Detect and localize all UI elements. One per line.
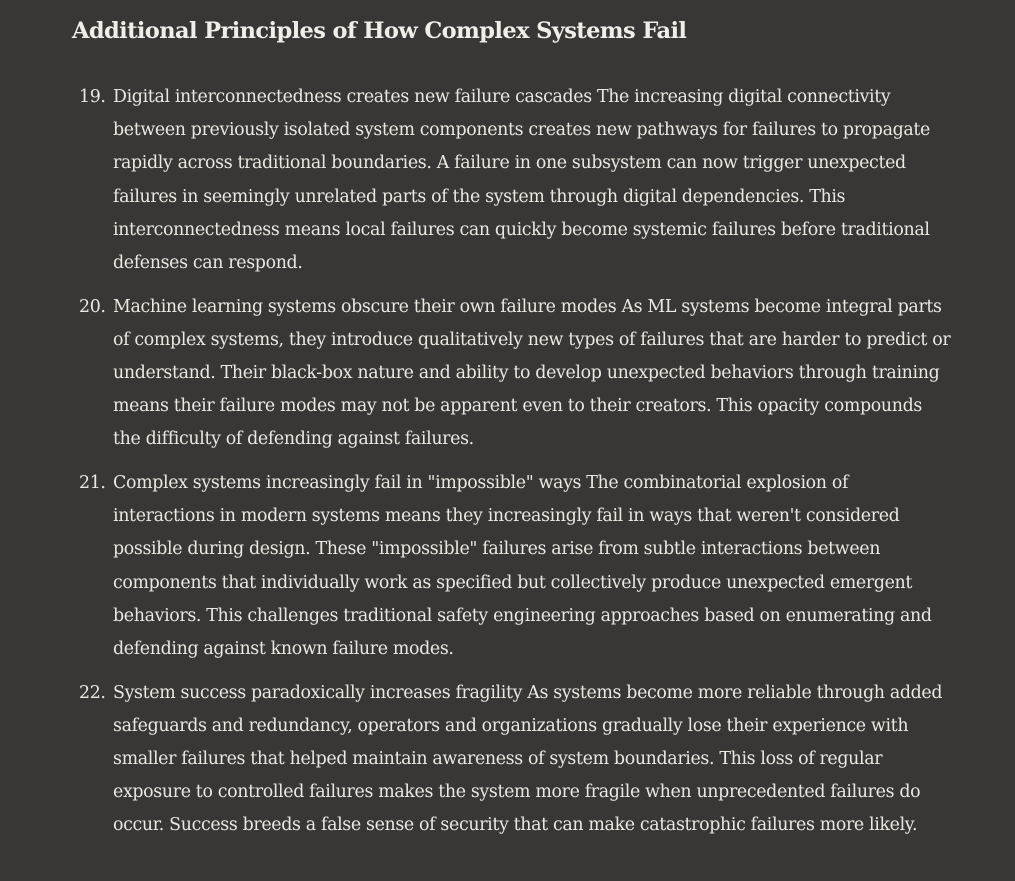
- list-item-text: Digital interconnectedness creates new failure cascades The increasing digital connectivity between previously isolated system components creates new pathways for failures to propagate rapidly across traditional boundaries. A failure in one subsystem can now trigger unexpected failures in seemingly unrelated parts of the system through digital dependencies. This interconnectedness means local failures can quickly become systemic failures before traditional defenses can respond.: [113, 87, 930, 274]
- list-item-20: [0, 291, 953, 457]
- list-item-19: [0, 81, 953, 280]
- page-title: Additional Principles of How Complex Systems Fail: [72, 18, 687, 44]
- list-item-22: [0, 677, 953, 843]
- principles-list: [0, 81, 1015, 853]
- list-item-number: 22.: [79, 682, 106, 703]
- list-item-text: System success paradoxically increases fragility As systems become more reliable through added safeguards and redundancy, operators and organizations gradually lose their experience with smaller failures that helped maintain awareness of system boundaries. This loss of regular exposure to controlled failures makes the system more fragile when unprecedented failures do occur. Success breeds a false sense of security that can make catastrophic failures more likely.: [113, 682, 943, 836]
- list-item-21: [0, 467, 953, 666]
- list-item-text: Complex systems increasingly fail in "impossible" ways The combinatorial explosion of interactions in modern systems means they increasingly fail in ways that weren't considered possible during design. These "impossible" failures arise from subtle interactions between components that individually work as specified but collectively produce unexpected emergent behaviors. This challenges traditional safety engineering approaches based on enumerating and defending against known failure modes.: [113, 473, 932, 660]
- list-item-text: Machine learning systems obscure their own failure modes As ML systems become integral parts of complex systems, they introduce qualitatively new types of failures that are harder to predict or understand. Their black-box nature and ability to develop unexpected behaviors through training means their failure modes may not be apparent even to their creators. This opacity compounds the difficulty of defending against failures.: [113, 296, 951, 450]
- list-item-number: 20.: [79, 296, 106, 317]
- list-item-number: 21.: [79, 473, 106, 494]
- list-item-number: 19.: [79, 87, 106, 107]
